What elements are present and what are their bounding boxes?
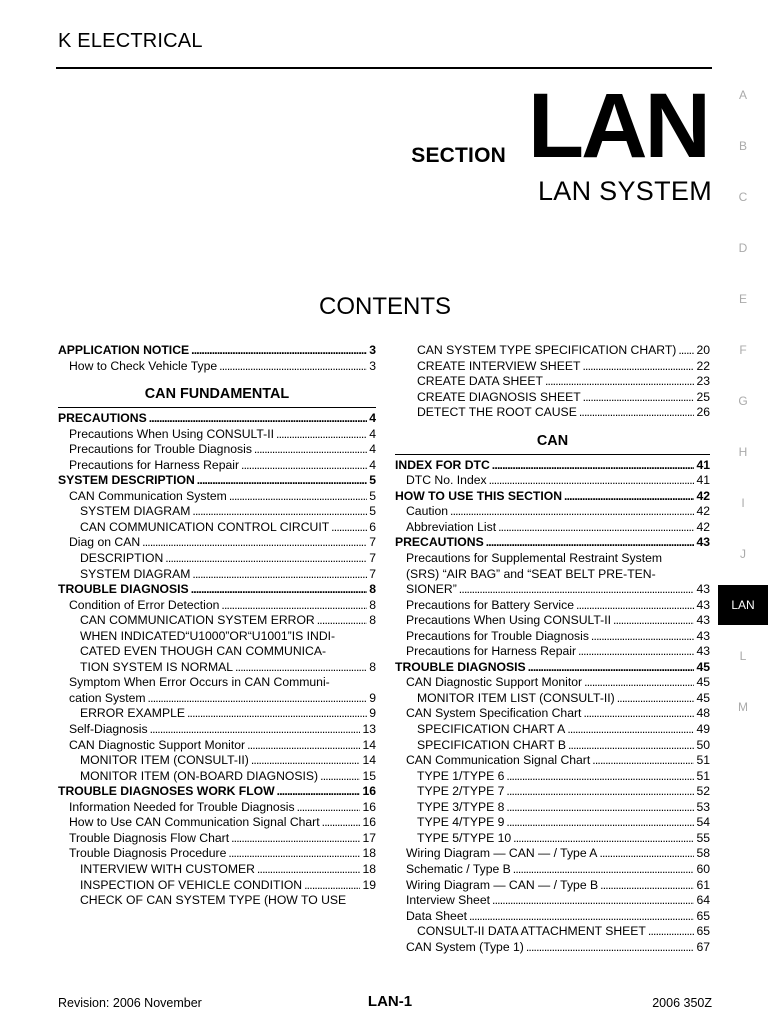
toc-entry[interactable] (58, 343, 376, 359)
section-tab-l[interactable]: L (739, 649, 747, 663)
section-tab-h[interactable]: H (738, 445, 748, 459)
toc-leader-dots (297, 800, 361, 816)
toc-entry[interactable] (58, 846, 376, 862)
toc-entry-label: Wiring Diagram — CAN — / Type B (406, 877, 599, 892)
toc-entry[interactable] (58, 862, 376, 878)
toc-leader-dots (579, 405, 695, 421)
toc-page-number: 7 (369, 566, 376, 581)
toc-continued-line: CHECK OF CAN SYSTEM TYPE (HOW TO USE (80, 893, 347, 908)
toc-page-number: 65 (696, 908, 710, 923)
toc-entry[interactable] (395, 644, 710, 660)
toc-page-number: 41 (696, 457, 710, 472)
toc-entry[interactable] (58, 660, 376, 676)
toc-section-heading: CAN FUNDAMENTAL (144, 386, 290, 403)
toc-page-number: 43 (696, 644, 710, 659)
toc-leader-dots (489, 473, 695, 489)
footer-page-label: LAN-1 (367, 993, 413, 1010)
toc-entry-label: Schematic / Type B (406, 861, 511, 876)
toc-leader-dots (229, 489, 367, 505)
toc-section-heading: CAN (536, 432, 569, 449)
toc-entry-label: Precautions for Trouble Diagnosis (69, 442, 252, 457)
footer-model: 2006 350Z (652, 996, 712, 1010)
toc-entry-label: Diag on CAN (69, 535, 141, 550)
toc-page-number: 43 (696, 582, 710, 597)
section-tab-b[interactable]: B (738, 139, 747, 153)
section-tab-m[interactable]: M (738, 700, 748, 714)
toc-entry-label: CAN Communication System (69, 488, 227, 503)
toc-entry[interactable] (58, 411, 376, 427)
toc-entry-label: Condition of Error Detection (69, 597, 220, 612)
toc-entry[interactable] (395, 924, 710, 940)
toc-leader-dots (599, 846, 694, 862)
toc-entry-label: CREATE INTERVIEW SHEET (417, 358, 581, 373)
toc-page-number: 15 (362, 768, 376, 783)
toc-leader-dots (197, 473, 367, 489)
toc-page-number: 55 (696, 830, 710, 845)
toc-leader-dots (165, 551, 367, 567)
toc-leader-dots (591, 629, 695, 645)
toc-page-number: 45 (696, 675, 710, 690)
toc-leader-dots (221, 598, 367, 614)
toc-page-number: 3 (369, 358, 376, 373)
toc-entry[interactable] (58, 613, 376, 629)
toc-leader-dots (564, 489, 694, 505)
toc-entry[interactable] (395, 691, 710, 707)
toc-entry[interactable] (395, 909, 710, 925)
toc-leader-dots (192, 504, 367, 520)
toc-entry[interactable] (58, 427, 376, 443)
toc-entry-label: DTC No. Index (406, 473, 487, 488)
toc-page-number: 45 (696, 659, 710, 674)
toc-entry-label: TROUBLE DIAGNOSIS (58, 582, 189, 597)
toc-entry[interactable] (395, 769, 710, 785)
toc-page-number: 7 (369, 535, 376, 550)
toc-leader-dots (241, 458, 367, 474)
toc-leader-dots (187, 706, 367, 722)
toc-leader-dots (582, 359, 694, 375)
toc-page-number: 3 (369, 343, 376, 357)
toc-entry[interactable] (58, 784, 376, 800)
toc-page-number: 52 (696, 784, 710, 799)
toc-entry[interactable] (58, 520, 376, 536)
toc-page-number: 7 (369, 551, 376, 566)
toc-leader-dots (142, 535, 367, 551)
toc-page-number: 25 (696, 389, 710, 404)
toc-entry-label: DETECT THE ROOT CAUSE (417, 405, 577, 420)
toc-page-number: 23 (696, 374, 710, 389)
toc-entry-label: CAN Diagnostic Support Monitor (69, 737, 246, 752)
toc-entry-label: Trouble Diagnosis Flow Chart (69, 830, 230, 845)
toc-page-number: 5 (369, 473, 376, 488)
toc-entry[interactable] (58, 831, 376, 847)
toc-leader-dots (506, 784, 694, 800)
toc-leader-dots (678, 343, 694, 359)
toc-entry-label: APPLICATION NOTICE (58, 343, 190, 357)
toc-entry-label: SPECIFICATION CHART A (417, 722, 566, 737)
toc-entry[interactable] (58, 753, 376, 769)
toc-entry[interactable] (58, 800, 376, 816)
toc-leader-dots (317, 613, 367, 629)
toc-entry-label: Interview Sheet (406, 893, 491, 908)
toc-leader-dots (486, 535, 695, 551)
toc-entry-label: Precautions for Harness Repair (406, 644, 577, 659)
toc-page-number: 18 (362, 846, 376, 861)
toc-entry-label: CONSULT-II DATA ATTACHMENT SHEET (417, 924, 646, 939)
toc-page-number: 43 (696, 628, 710, 643)
toc-leader-dots (592, 753, 694, 769)
toc-leader-dots (492, 893, 694, 909)
toc-entry[interactable] (395, 846, 710, 862)
section-tab-lan[interactable]: LAN (718, 585, 768, 625)
toc-page-number: 5 (369, 504, 376, 519)
toc-entry-label: ERROR EXAMPLE (80, 706, 185, 721)
toc-page-number: 43 (696, 535, 710, 550)
toc-entry[interactable] (395, 405, 710, 421)
toc-page-number: 51 (696, 753, 710, 768)
toc-leader-dots (235, 660, 367, 676)
toc-entry-label: TROUBLE DIAGNOSES WORK FLOW (58, 784, 275, 799)
toc-leader-dots (506, 800, 694, 816)
toc-leader-dots (576, 598, 694, 614)
toc-entry[interactable] (58, 878, 376, 894)
toc-entry[interactable] (395, 520, 710, 536)
footer-revision: Revision: 2006 November (58, 996, 202, 1010)
heading-divider (395, 454, 710, 455)
toc-page-number: 6 (369, 519, 376, 534)
toc-right-column (395, 343, 710, 955)
contents-title: CONTENTS (319, 293, 451, 320)
toc-leader-dots (583, 706, 694, 722)
toc-entry-label: SYSTEM DESCRIPTION (58, 473, 195, 488)
section-tab-e[interactable]: E (738, 292, 747, 306)
toc-page-number: 9 (369, 706, 376, 721)
toc-entry[interactable] (58, 567, 376, 583)
toc-leader-dots (254, 442, 367, 458)
toc-entry-label: CAN COMMUNICATION SYSTEM ERROR (80, 613, 315, 628)
section-word: SECTION (411, 144, 506, 167)
toc-entry-label: PRECAUTIONS (395, 535, 484, 550)
toc-entry-label: Caution (406, 504, 449, 519)
toc-page-number: 8 (369, 597, 376, 612)
toc-entry[interactable] (58, 598, 376, 614)
toc-leader-dots (567, 722, 694, 738)
toc-page-number: 14 (362, 753, 376, 768)
toc-entry[interactable] (395, 535, 710, 551)
toc-entry-label: Self-Diagnosis (69, 722, 148, 737)
toc-page-number: 20 (696, 343, 710, 357)
toc-entry[interactable] (58, 473, 376, 489)
toc-leader-dots (276, 427, 367, 443)
toc-page-number: 42 (696, 504, 710, 519)
toc-entry[interactable] (58, 738, 376, 754)
toc-entry[interactable] (58, 504, 376, 520)
group-label: K ELECTRICAL (58, 30, 203, 52)
toc-page-number: 43 (696, 597, 710, 612)
toc-leader-dots (568, 738, 694, 754)
toc-entry[interactable] (395, 675, 710, 691)
section-tab-j[interactable]: J (740, 547, 746, 561)
toc-entry[interactable] (58, 359, 376, 375)
toc-leader-dots (150, 722, 361, 738)
toc-page-number: 8 (369, 582, 376, 597)
toc-page-number: 8 (369, 659, 376, 674)
toc-entry-label: CREATE DATA SHEET (417, 374, 543, 389)
toc-page-number: 48 (696, 706, 710, 721)
toc-leader-dots (191, 343, 367, 359)
toc-leader-dots (219, 359, 367, 375)
toc-leader-dots (304, 878, 360, 894)
toc-entry-label: HOW TO USE THIS SECTION (395, 488, 563, 503)
toc-page-number: 16 (362, 815, 376, 830)
toc-entry-label: Precautions When Using CONSULT-II (69, 426, 275, 441)
toc-entry-label: TYPE 3/TYPE 8 (417, 799, 505, 814)
toc-entry-label: CAN System Specification Chart (406, 706, 582, 721)
toc-entry-label: INDEX FOR DTC (395, 457, 490, 472)
toc-entry-label: TYPE 2/TYPE 7 (417, 784, 505, 799)
toc-entry-label: Precautions for Battery Service (406, 597, 574, 612)
toc-entry-label: PRECAUTIONS (58, 411, 147, 426)
toc-page-number: 4 (369, 426, 376, 441)
toc-leader-dots (277, 784, 361, 800)
toc-leader-dots (584, 675, 694, 691)
toc-page-number: 19 (362, 877, 376, 892)
toc-leader-dots (192, 567, 367, 583)
toc-page-number: 53 (696, 799, 710, 814)
toc-page-number: 13 (362, 722, 376, 737)
section-tab-g[interactable]: G (738, 394, 748, 408)
toc-leader-dots (469, 909, 694, 925)
toc-entry-label: Precautions When Using CONSULT-II (406, 613, 612, 628)
toc-leader-dots (251, 753, 361, 769)
toc-page-number: 4 (369, 411, 376, 426)
toc-left-column (58, 343, 376, 909)
toc-continued-line: CATED EVEN THOUGH CAN COMMUNICA- (80, 644, 327, 659)
toc-page-number: 58 (696, 846, 710, 861)
toc-entry-label: INTERVIEW WITH CUSTOMER (80, 861, 255, 876)
toc-entry-label: CAN COMMUNICATION CONTROL CIRCUIT (80, 519, 330, 534)
toc-leader-dots (450, 504, 694, 520)
toc-leader-dots (613, 613, 694, 629)
toc-entry[interactable] (58, 582, 376, 598)
toc-leader-dots (149, 411, 368, 427)
toc-entry[interactable] (395, 629, 710, 645)
toc-entry[interactable] (395, 940, 710, 956)
toc-page-number: 49 (696, 722, 710, 737)
section-tab-a[interactable]: A (738, 88, 747, 102)
toc-entry-label: How to Check Vehicle Type (69, 358, 218, 373)
toc-continued-line: WHEN INDICATED“U1000”OR“U1001”IS INDI- (80, 628, 336, 643)
toc-page-number: 50 (696, 737, 710, 752)
toc-entry[interactable] (395, 815, 710, 831)
toc-leader-dots (492, 458, 695, 474)
toc-entry[interactable] (395, 458, 710, 474)
toc-entry[interactable] (395, 473, 710, 489)
toc-entry[interactable] (58, 551, 376, 567)
section-tabs (718, 0, 768, 1024)
toc-entry-label: MONITOR ITEM (CONSULT-II) (80, 753, 249, 768)
toc-page-number: 65 (696, 924, 710, 939)
toc-entry[interactable] (58, 442, 376, 458)
toc-entry[interactable] (395, 359, 710, 375)
toc-entry-label: TYPE 4/TYPE 9 (417, 815, 505, 830)
toc-entry[interactable] (58, 691, 376, 707)
toc-entry-label: MONITOR ITEM (ON-BOARD DIAGNOSIS) (80, 768, 319, 783)
toc-entry[interactable] (395, 660, 710, 676)
toc-entry[interactable] (395, 831, 710, 847)
toc-continued-line: Precautions for Supplemental Restraint System (406, 551, 663, 566)
toc-entry-label: TYPE 5/TYPE 10 (417, 830, 512, 845)
toc-leader-dots (191, 582, 368, 598)
toc-page-number: 4 (369, 457, 376, 472)
toc-entry[interactable] (395, 862, 710, 878)
toc-entry-label: INSPECTION OF VEHICLE CONDITION (80, 877, 303, 892)
toc-leader-dots (545, 374, 694, 390)
toc-entry[interactable] (395, 706, 710, 722)
toc-entry[interactable] (395, 878, 710, 894)
toc-entry[interactable] (395, 784, 710, 800)
toc-entry-label: MONITOR ITEM LIST (CONSULT-II) (417, 690, 615, 705)
toc-leader-dots (228, 846, 360, 862)
toc-leader-dots (600, 878, 694, 894)
toc-entry-label: TYPE 1/TYPE 6 (417, 768, 505, 783)
toc-entry[interactable] (395, 598, 710, 614)
toc-entry-label: Data Sheet (406, 908, 467, 923)
toc-leader-dots (247, 738, 360, 754)
toc-page-number: 9 (369, 690, 376, 705)
toc-entry[interactable] (58, 815, 376, 831)
toc-leader-dots (148, 691, 368, 707)
toc-entry-label: Wiring Diagram — CAN — / Type A (406, 846, 598, 861)
toc-page-number: 43 (696, 613, 710, 628)
toc-entry-label: Abbreviation List (406, 519, 497, 534)
toc-entry-label: SPECIFICATION CHART B (417, 737, 566, 752)
toc-entry-label: CAN Communication Signal Chart (406, 753, 591, 768)
toc-page-number: 42 (696, 519, 710, 534)
toc-continued-line: (SRS) “AIR BAG” and “SEAT BELT PRE-TEN- (406, 566, 656, 581)
toc-entry[interactable] (58, 489, 376, 505)
toc-leader-dots (513, 831, 694, 847)
toc-page-number: 18 (362, 861, 376, 876)
toc-page-number: 64 (696, 893, 710, 908)
toc-entry-label: Precautions for Harness Repair (69, 457, 240, 472)
toc-entry[interactable] (58, 535, 376, 551)
toc-entry-label: CREATE DIAGNOSIS SHEET (417, 389, 581, 404)
toc-page-number: 26 (696, 405, 710, 420)
toc-page-number: 41 (696, 473, 710, 488)
toc-entry-label: Precautions for Trouble Diagnosis (406, 628, 589, 643)
toc-entry-label: How to Use CAN Communication Signal Chart (69, 815, 320, 830)
toc-entry-label: DESCRIPTION (80, 551, 164, 566)
section-tab-d[interactable]: D (738, 241, 748, 255)
section-tab-i[interactable]: I (741, 496, 745, 510)
toc-entry[interactable] (58, 769, 376, 785)
heading-divider (58, 407, 376, 408)
toc-page-number: 45 (696, 690, 710, 705)
toc-entry[interactable] (58, 722, 376, 738)
toc-page-number: 51 (696, 768, 710, 783)
toc-page-number: 67 (696, 939, 710, 954)
section-title: LAN SYSTEM (537, 176, 712, 206)
section-tab-f[interactable]: F (739, 343, 747, 357)
toc-entry-label: Trouble Diagnosis Procedure (69, 846, 227, 861)
toc-page-number: 17 (362, 830, 376, 845)
toc-entry[interactable] (395, 613, 710, 629)
toc-entry-label: SIONER” (406, 582, 457, 597)
toc-entry[interactable] (395, 374, 710, 390)
toc-entry[interactable] (395, 489, 710, 505)
toc-page-number: 60 (696, 861, 710, 876)
toc-entry-label: CAN SYSTEM TYPE SPECIFICATION CHART) (417, 343, 677, 357)
toc-entry[interactable] (395, 582, 710, 598)
header-rule (56, 67, 712, 69)
toc-entry-label: TROUBLE DIAGNOSIS (395, 659, 526, 674)
toc-entry-label: CAN Diagnostic Support Monitor (406, 675, 583, 690)
toc-page-number: 14 (362, 737, 376, 752)
toc-leader-dots (578, 644, 694, 660)
toc-leader-dots (231, 831, 360, 847)
toc-page-number: 4 (369, 442, 376, 457)
toc-entry[interactable] (395, 893, 710, 909)
toc-page-number: 54 (696, 815, 710, 830)
toc-leader-dots (322, 815, 361, 831)
toc-entry[interactable] (58, 458, 376, 474)
toc-entry[interactable] (395, 753, 710, 769)
toc-continued-line: Symptom When Error Occurs in CAN Communi- (69, 675, 330, 690)
section-tab-c[interactable]: C (738, 190, 748, 204)
toc-entry[interactable] (395, 800, 710, 816)
toc-leader-dots (583, 390, 695, 406)
toc-leader-dots (459, 582, 695, 598)
toc-entry[interactable] (395, 390, 710, 406)
toc-entry[interactable] (395, 504, 710, 520)
toc-page-number: 61 (696, 877, 710, 892)
toc-leader-dots (506, 815, 694, 831)
toc-entry-label: TION SYSTEM IS NORMAL (80, 659, 234, 674)
section-code: LAN (527, 75, 708, 177)
toc-entry[interactable] (395, 722, 710, 738)
toc-leader-dots (257, 862, 361, 878)
toc-entry[interactable] (58, 706, 376, 722)
toc-page-number: 42 (696, 488, 710, 503)
toc-entry-label: SYSTEM DIAGRAM (80, 504, 191, 519)
toc-page-number: 5 (369, 488, 376, 503)
toc-leader-dots (513, 862, 695, 878)
toc-leader-dots (498, 520, 694, 536)
toc-entry-label: Information Needed for Trouble Diagnosis (69, 799, 295, 814)
toc-leader-dots (648, 924, 695, 940)
toc-leader-dots (528, 660, 695, 676)
toc-page-number: 8 (369, 613, 376, 628)
toc-entry-label: CAN System (Type 1) (406, 939, 524, 954)
toc-page-number: 16 (362, 799, 376, 814)
toc-leader-dots (526, 940, 695, 956)
toc-entry-label: SYSTEM DIAGRAM (80, 566, 191, 581)
toc-page-number: 16 (362, 784, 376, 799)
toc-entry[interactable] (395, 343, 710, 359)
toc-entry[interactable] (395, 738, 710, 754)
toc-leader-dots (331, 520, 367, 536)
toc-leader-dots (506, 769, 694, 785)
toc-page-number: 22 (696, 358, 710, 373)
toc-leader-dots (617, 691, 695, 707)
toc-entry-label: cation System (69, 690, 146, 705)
toc-leader-dots (320, 769, 360, 785)
